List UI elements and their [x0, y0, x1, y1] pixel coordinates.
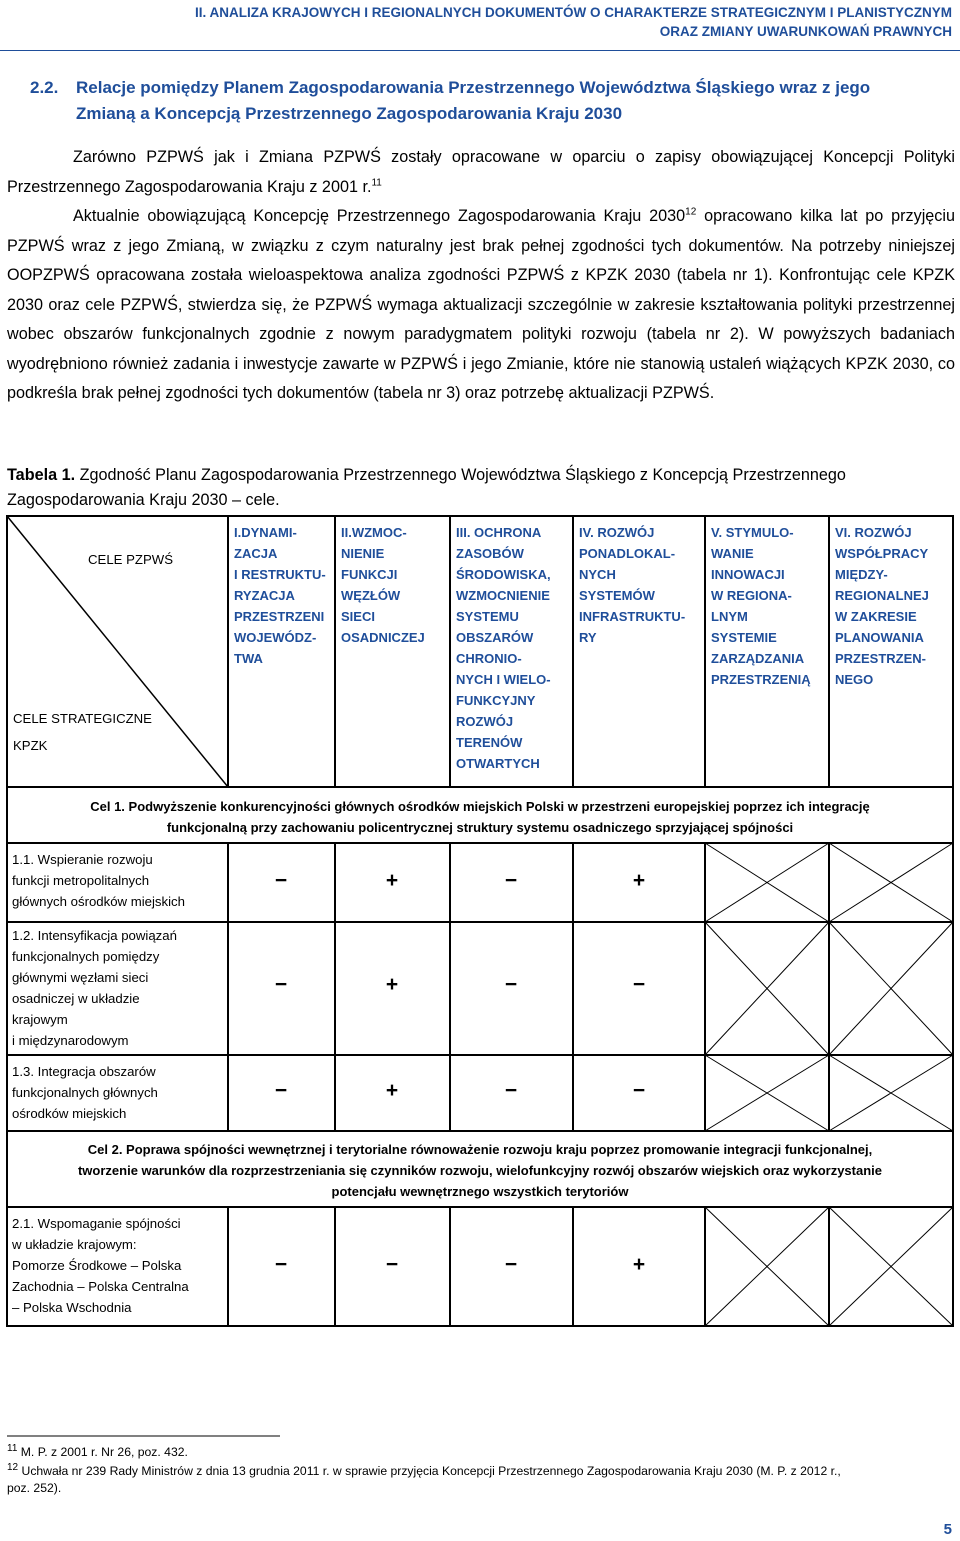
row-label-line: funkcjonalnych pomiędzy — [12, 949, 160, 964]
column-header-1-line: WOJEWÓDZ- — [234, 630, 317, 645]
assessment-sign: + — [385, 1079, 399, 1102]
column-header-6-line: PRZESTRZEN- — [835, 651, 926, 666]
assessment-sign: − — [632, 973, 646, 996]
column-header-4-line: NYCH — [579, 567, 616, 582]
row-label-line: krajowym — [12, 1012, 68, 1027]
assessment-sign: − — [504, 1079, 518, 1102]
column-header-3-line: WZMOCNIENIE — [456, 588, 550, 603]
column-header-5 — [711, 522, 811, 690]
column-header-2 — [341, 522, 425, 648]
column-header-1-line: I RESTRUKTU- — [234, 567, 326, 582]
column-header-3-line: NYCH I WIELO- — [456, 672, 551, 687]
column-header-1-line: I.DYNAMI- — [234, 525, 297, 540]
assessment-sign: − — [504, 973, 518, 996]
assessment-sign: − — [274, 973, 288, 996]
column-header-3-line: ŚRODOWISKA, — [456, 567, 551, 582]
column-header-3-line: FUNKCYJNY — [456, 693, 536, 708]
footnote-12-text: Uchwała nr 239 Rady Ministrów z dnia 13 grudnia 2011 r. w sprawie przyjęcia Koncepcji Przestrzennego Zagospodarowania Kraju 2030 (M. P. z 2012 r., — [18, 1464, 841, 1478]
column-header-4-line: SYSTEMÓW — [579, 588, 655, 603]
column-header-5-line: LNYM — [711, 609, 748, 624]
column-header-2-line: OSADNICZEJ — [341, 630, 425, 645]
row-label-line: i międzynarodowym — [12, 1033, 129, 1048]
footnote-12-text-cont: poz. 252). — [7, 1481, 62, 1495]
assessment-sign: + — [385, 973, 399, 996]
page-number: 5 — [943, 1521, 952, 1538]
column-header-6-line: WSPÓŁPRACY — [835, 546, 929, 561]
column-header-2-line: FUNKCJI — [341, 567, 398, 582]
column-header-3-line: ROZWÓJ — [456, 714, 514, 729]
assessment-sign: − — [385, 1252, 399, 1276]
assessment-sign: − — [274, 868, 288, 892]
footnote-12 — [7, 1463, 957, 1497]
column-header-6-line: MIĘDZY- — [835, 567, 888, 582]
row-label-3 — [12, 1061, 158, 1124]
row-label-line: funkcjonalnych głównych — [12, 1085, 158, 1100]
column-header-3-line: TERENÓW — [456, 735, 523, 750]
row-label-line: – Polska Wschodnia — [12, 1300, 132, 1315]
column-header-5-line: PRZESTRZENIĄ — [711, 672, 811, 687]
paragraph-2-text-a: Aktualnie obowiązującą Koncepcję Przestrzennego Zagospodarowania Kraju 2030 — [73, 207, 686, 225]
column-header-2-line: WĘZŁÓW — [341, 588, 401, 603]
goal-2-band — [10, 1139, 950, 1202]
section-title-line2: Zmianą a Koncepcją Przestrzennego Zagospodarowania Kraju 2030 — [76, 104, 623, 123]
column-header-1-line: RYZACJA — [234, 588, 295, 603]
assessment-sign: − — [274, 1252, 288, 1276]
column-header-5-line: WANIE — [711, 546, 754, 561]
row-label-line: osadniczej w układzie — [12, 991, 140, 1006]
column-header-4-line: PONADLOKAL- — [579, 546, 676, 561]
assessment-sign: − — [504, 1252, 518, 1276]
column-header-6-line: NEGO — [835, 672, 874, 687]
row-label-line: głównych ośrodków miejskich — [12, 894, 185, 909]
column-header-6 — [835, 522, 929, 690]
row-label-line: 2.1. Wspomaganie spójności — [12, 1216, 181, 1231]
corner-top-label: CELE PZPWŚ — [88, 552, 174, 567]
running-header-line1: II. ANALIZA KRAJOWYCH I REGIONALNYCH DOKUMENTÓW O CHARAKTERZE STRATEGICZNYM I PLANISTYCZNYM — [195, 5, 952, 20]
row-label-line: 1.2. Intensyfikacja powiązań — [12, 928, 177, 943]
row-label-line: funkcji metropolitalnych — [12, 873, 150, 888]
row-label-line: w układzie krajowym: — [12, 1237, 137, 1252]
goal-2-line2: tworzenie warunków dla rozprzestrzeniania się czynników rozwoju, wielofunkcyjny rozwój obszarów wiejskich oraz wykorzystanie — [77, 1163, 883, 1178]
assessment-sign: − — [632, 1079, 646, 1102]
column-header-5-line: INNOWACJI — [711, 567, 785, 582]
column-header-6-line: PLANOWANIA — [835, 630, 924, 645]
column-header-5-line: V. STYMULO- — [711, 525, 794, 540]
section-title-line1: Relacje pomiędzy Planem Zagospodarowania Przestrzennego Województwa Śląskiego wraz z jego — [76, 78, 871, 97]
goal-2-line3: potencjału wewnętrznego wszystkich terytoriów — [331, 1184, 629, 1199]
column-header-3 — [456, 522, 551, 774]
table-caption-label: Tabela 1. — [7, 466, 76, 484]
row-label-4 — [12, 1213, 189, 1318]
goal-1-line1: Podwyższenie konkurencyjności głównych ośrodków miejskich Polski w przestrzeni europejskiej poprzez ich integrację — [124, 799, 870, 814]
row-label-line: Zachodnia – Polska Centralna — [12, 1279, 189, 1294]
column-header-2-line: II.WZMOC- — [341, 525, 407, 540]
column-header-6-line: REGIONALNEJ — [835, 588, 929, 603]
column-header-4-line: RY — [579, 630, 597, 645]
assessment-sign: − — [274, 1079, 288, 1102]
row-label-line: 1.1. Wspieranie rozwoju — [12, 852, 153, 867]
column-header-3-line: OBSZARÓW — [456, 630, 534, 645]
assessment-sign: + — [385, 868, 399, 892]
running-header-line2: ORAZ ZMIANY UWARUNKOWAŃ PRAWNYCH — [659, 24, 952, 39]
row-label-line: ośrodków miejskich — [12, 1106, 127, 1121]
row-label-2 — [12, 925, 177, 1051]
column-header-3-line: SYSTEMU — [456, 609, 519, 624]
paragraph-2-text-b: opracowano kilka lat po przyjęciu PZPWŚ wraz z jego Zmianą, w związku z czym naturalny jest brak pełnej zgodności tych dokumentów. Na potrzeby niniejszej OOPZPWŚ opracowana została wieloaspektowa analiza zgodności PZPWŚ z KPZK 2030 (tabela nr 1). Konfrontując cele KPZK 2030 oraz cele PZPWŚ, stwierdza się, że PZPWŚ wymaga aktualizacji szczególnie w zakresie kształtowania polityki przestrzennej wobec obszarów funkcjonalnych zgodnie z nowym paradygmatem polityki rozwoju (tabela nr 2). W powyższych badaniach wyodrębniono również zadania i inwestycje zawarte w PZPWŚ i jego Zmianie, które nie stanowią ustaleń wiążących KPZK 2030, co podkreśla brak pełnej zgodności tych dokumentów (tabela nr 3) oraz potrzebę aktualizacji PZPWŚ. — [7, 207, 956, 402]
footnote-12-number: 12 — [7, 1461, 19, 1473]
column-header-3-line: CHRONIO- — [456, 651, 522, 666]
column-header-5-line: ZARZĄDZANIA — [711, 651, 805, 666]
section-number: 2.2. — [30, 78, 59, 97]
table-caption-text: Zgodność Planu Zagospodarowania Przestrzennego Województwa Śląskiego z Koncepcją Przestrzennego Zagospodarowania Kraju 2030 – cele. — [7, 466, 846, 509]
footnote-ref-11: 11 — [371, 177, 382, 189]
row-label-line: Pomorze Środkowe – Polska — [12, 1258, 182, 1273]
column-header-6-line: VI. ROZWÓJ — [835, 525, 912, 540]
column-header-3-line: ZASOBÓW — [456, 546, 524, 561]
column-header-1 — [234, 522, 326, 669]
row-label-line: głównymi węzłami sieci — [12, 970, 149, 985]
column-header-5-line: SYSTEMIE — [711, 630, 777, 645]
column-header-3-line: OTWARTYCH — [456, 756, 540, 771]
paragraph-1-text: Zarówno PZPWŚ jak i Zmiana PZPWŚ zostały opracowane w oparciu o zapisy obowiązującej Koncepcji Polityki Przestrzennego Zagospodarowania Kraju z 2001 r. — [7, 148, 955, 196]
footnote-11-text: M. P. z 2001 r. Nr 26, poz. 432. — [17, 1445, 188, 1459]
corner-bottom-label-1: CELE STRATEGICZNE — [13, 711, 152, 726]
column-header-3-line: III. OCHRONA — [456, 525, 542, 540]
goal-1-band — [10, 796, 950, 838]
column-header-4 — [579, 522, 685, 648]
goal-2-label: Cel 2. — [87, 1142, 123, 1157]
footnote-ref-12: 12 — [685, 206, 697, 218]
assessment-sign: + — [632, 868, 646, 892]
goal-1-line2: funkcjonalną przy zachowaniu policentrycznej struktury systemu osadniczego sprzyjającej spójności — [166, 820, 794, 835]
footnote-11 — [7, 1444, 957, 1461]
row-label-line: 1.3. Integracja obszarów — [12, 1064, 156, 1079]
column-header-1-line: TWA — [234, 651, 263, 666]
corner-bottom-label-2: KPZK — [13, 738, 48, 753]
column-header-2-line: NIENIE — [341, 546, 385, 561]
column-header-1-line: PRZESTRZENI — [234, 609, 325, 624]
column-header-1-line: ZACJA — [234, 546, 278, 561]
column-header-2-line: SIECI — [341, 609, 375, 624]
column-header-6-line: W ZAKRESIE — [835, 609, 917, 624]
assessment-sign: + — [632, 1252, 646, 1276]
row-label-1 — [12, 849, 185, 912]
column-header-5-line: W REGIONA- — [711, 588, 792, 603]
column-header-4-line: IV. ROZWÓJ — [579, 525, 655, 540]
column-header-4-line: INFRASTRUKTU- — [579, 609, 686, 624]
footnote-11-number: 11 — [7, 1442, 18, 1454]
goal-1-label: Cel 1. — [90, 799, 125, 814]
goal-2-line1: Poprawa spójności wewnętrznej i terytorialne równoważenie rozwoju kraju poprzez promowanie integracji funkcjonalnej, — [122, 1142, 873, 1157]
assessment-sign: − — [504, 868, 518, 892]
